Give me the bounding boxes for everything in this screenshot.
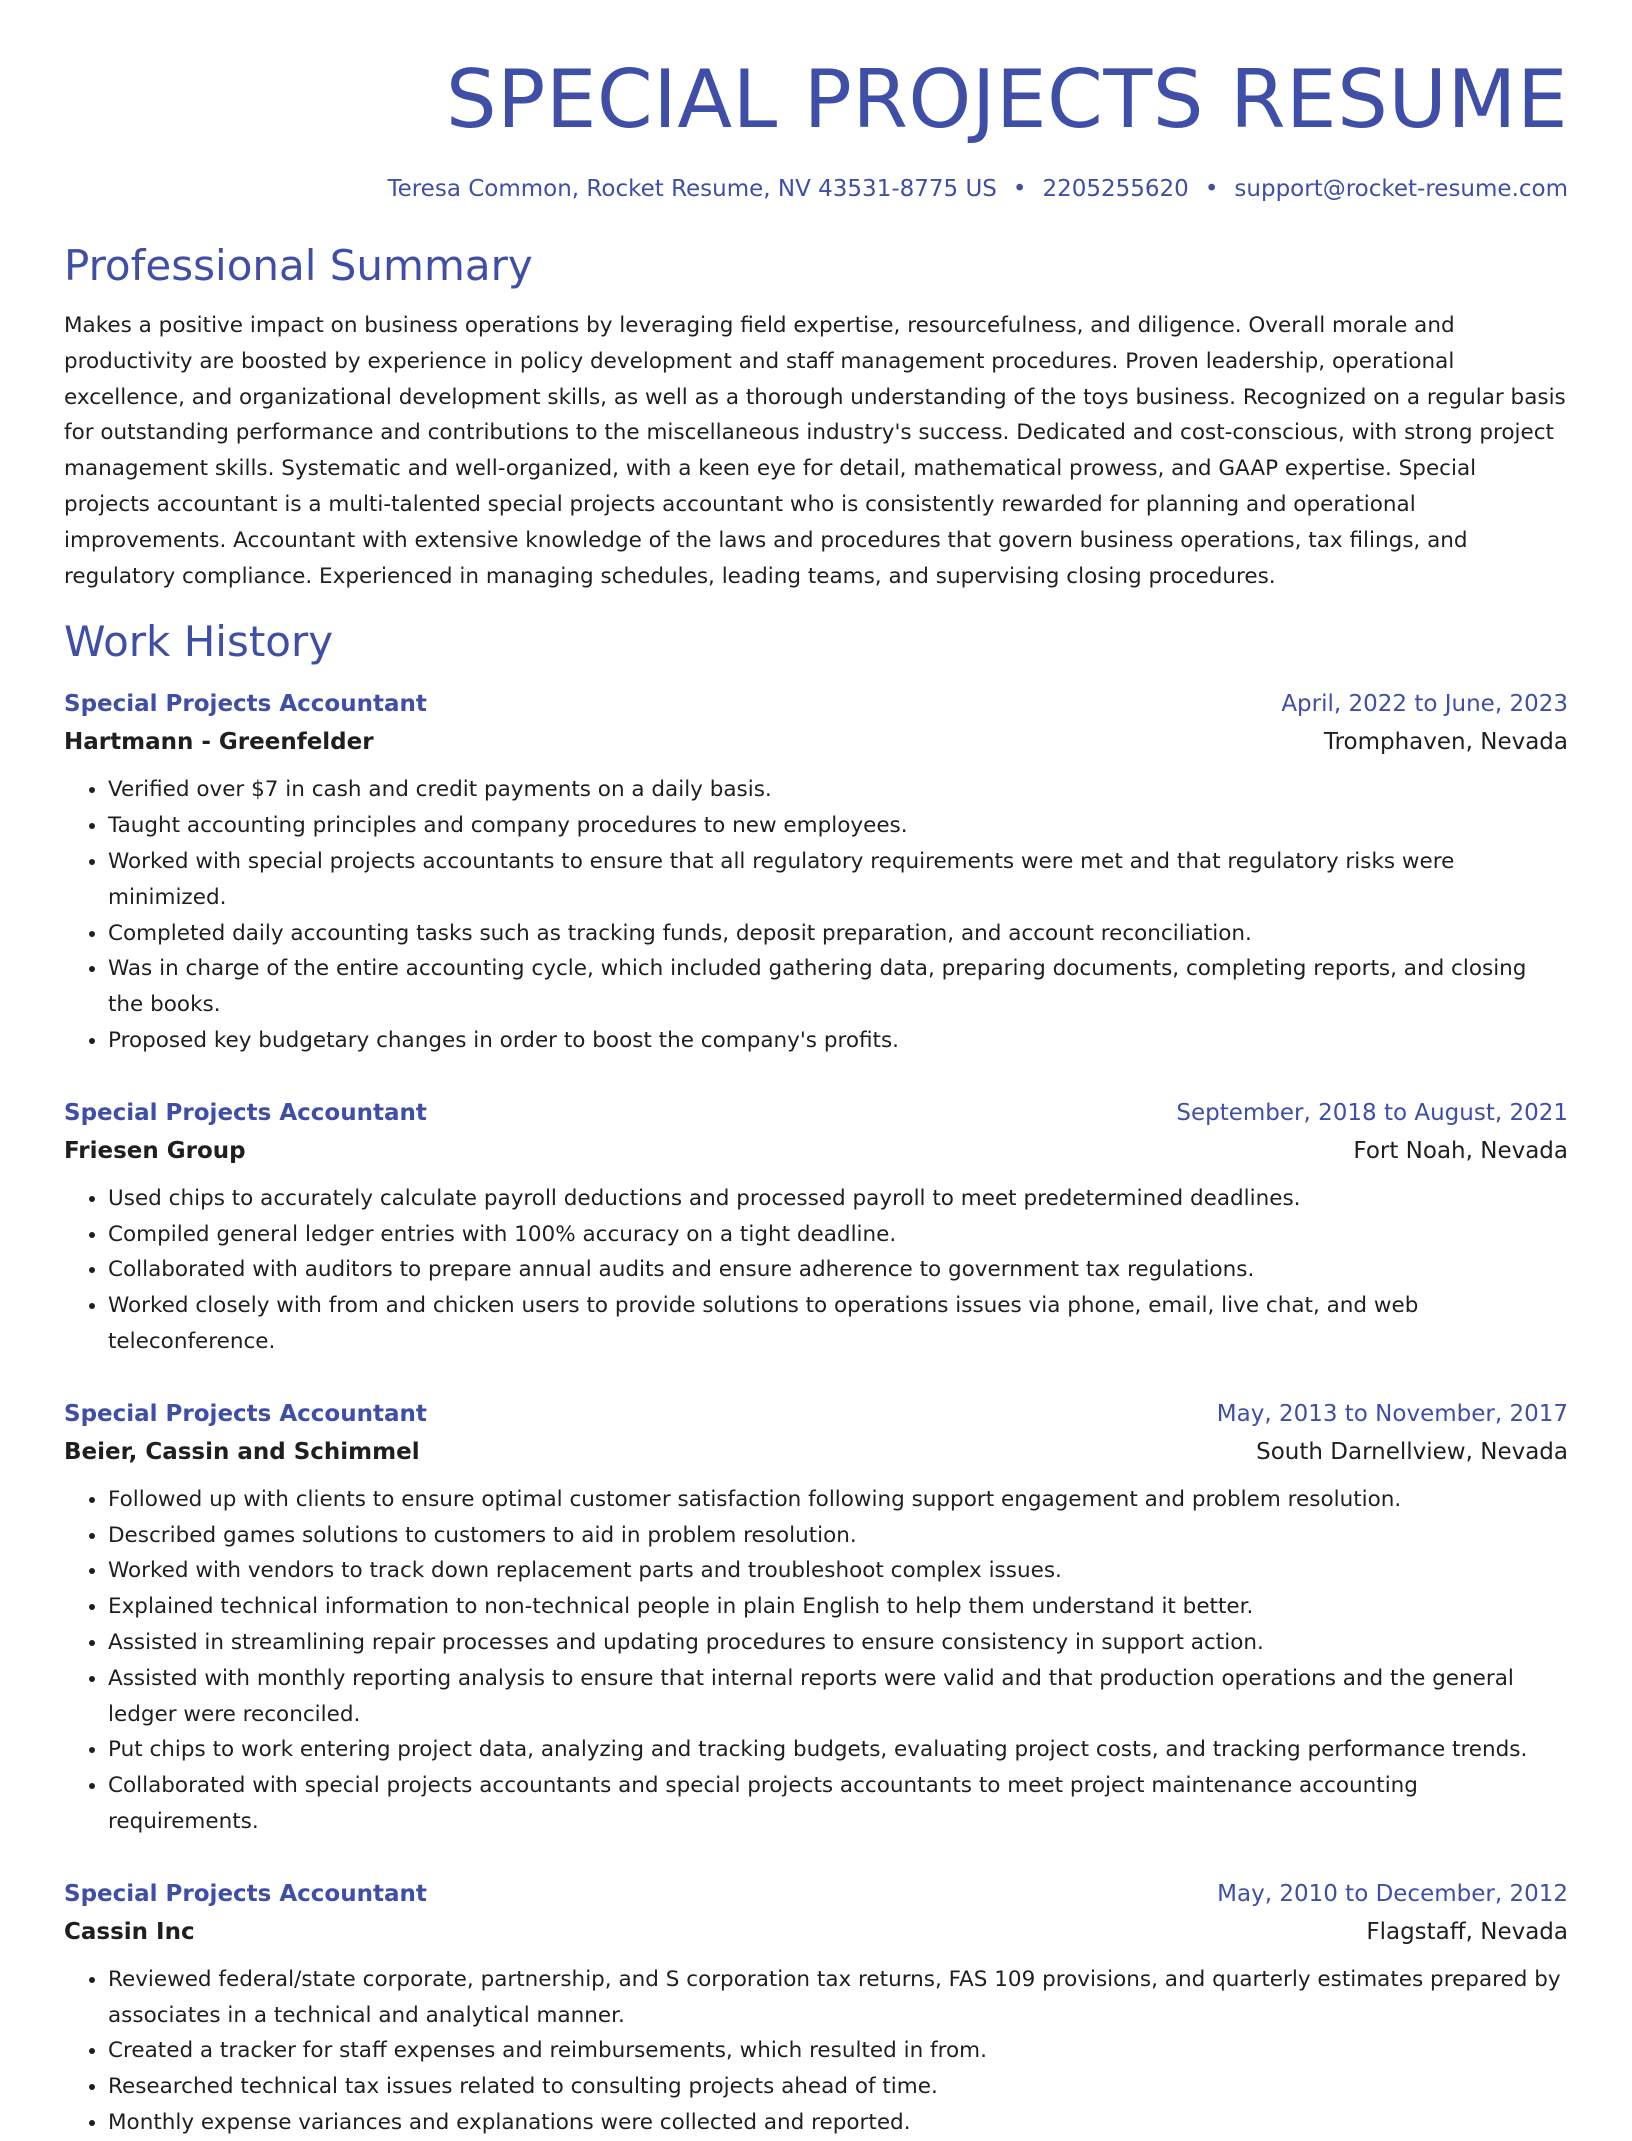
job-title: Special Projects Accountant <box>64 1099 427 1126</box>
job-bullet: • Described games solutions to customers to aid in problem resolution. <box>108 1518 1568 1554</box>
job-bullet: • Used chips to accurately calculate payroll deductions and processed payroll to meet predetermined deadlines. <box>108 1181 1568 1217</box>
job-entry <box>64 1095 1568 1360</box>
job-location: Tromphaven, Nevada <box>1323 729 1568 756</box>
job-bullet: • Explained technical information to non-technical people in plain English to help them understand it better. <box>108 1589 1568 1625</box>
job-bullet: • Researched technical tax issues related to consulting projects ahead of time. <box>108 2069 1568 2105</box>
job-entry <box>64 1396 1568 1840</box>
job-company: Friesen Group <box>64 1137 246 1164</box>
job-bullet: • Worked with vendors to track down replacement parts and troubleshoot complex issues. <box>108 1553 1568 1589</box>
job-bullet-list <box>64 1181 1568 1360</box>
job-location: Flagstaff, Nevada <box>1366 1918 1568 1945</box>
job-bullet: • Completed daily accounting tasks such as tracking funds, deposit preparation, and account reconciliation. <box>108 916 1568 952</box>
contact-address: Teresa Common, Rocket Resume, NV 43531-8775 US <box>387 176 997 202</box>
job-company-row <box>64 1432 1568 1472</box>
job-bullet-list <box>64 1482 1568 1840</box>
job-title: Special Projects Accountant <box>64 691 427 718</box>
job-title: Special Projects Accountant <box>64 1400 427 1427</box>
job-dates: May, 2013 to November, 2017 <box>1216 1400 1568 1427</box>
job-entry <box>64 1876 1568 2141</box>
resume-title: SPECIAL PROJECTS RESUME <box>445 53 1568 146</box>
summary-text: Makes a positive impact on business operations by leveraging field expertise, resourcefulness, and diligence. Overall morale and productivity are boosted by experience in policy development and staff management procedures. Proven leadership, operational excellence, and organizational development skills, as well as a thorough understanding of the toys business. Recognized on a regular basis for outstanding performance and contributions to the miscellaneous industry's success. Dedicated and cost-conscious, with strong project management skills. Systematic and well-organized, with a keen eye for detail, mathematical prowess, and GAAP expertise. Special projects accountant is a multi-talented special projects accountant who is consistently rewarded for planning and operational improvements. Accountant with extensive knowledge of the laws and procedures that govern business operations, tax filings, and regulatory compliance. Experienced in managing schedules, leading teams, and supervising closing procedures. <box>64 313 1566 589</box>
contact-separator: • <box>1204 176 1219 202</box>
job-bullet: • Created a tracker for staff expenses and reimbursements, which resulted in from. <box>108 2033 1568 2069</box>
job-title: Special Projects Accountant <box>64 1880 427 1907</box>
job-company: Cassin Inc <box>64 1918 195 1945</box>
job-bullet: • Compiled general ledger entries with 100% accuracy on a tight deadline. <box>108 1217 1568 1253</box>
job-dates: May, 2010 to December, 2012 <box>1217 1880 1568 1907</box>
job-bullet-list <box>64 1962 1568 2141</box>
job-bullet: • Monthly expense variances and explanations were collected and reported. <box>108 2105 1568 2141</box>
job-bullet: • Assisted with monthly reporting analysis to ensure that internal reports were valid and that production operations and the general ledger were reconciled. <box>108 1661 1568 1733</box>
job-bullet: • Reviewed federal/state corporate, partnership, and S corporation tax returns, FAS 109 provisions, and quarterly estimates prepared by associates in a technical and analytical manner. <box>108 1962 1568 2034</box>
job-bullet: • Assisted in streamlining repair processes and updating procedures to ensure consistency in support action. <box>108 1625 1568 1661</box>
work-history-heading: Work History <box>64 617 334 667</box>
job-location: Fort Noah, Nevada <box>1353 1137 1568 1164</box>
job-bullet: • Verified over $7 in cash and credit payments on a daily basis. <box>108 772 1568 808</box>
contact-line <box>64 174 1568 204</box>
summary-heading: Professional Summary <box>64 241 533 290</box>
contact-email: support@rocket-resume.com <box>1234 176 1568 202</box>
job-bullet: • Worked with special projects accountants to ensure that all regulatory requirements were met and that regulatory risks were minimized. <box>108 844 1568 916</box>
job-bullet: • Proposed key budgetary changes in order to boost the company's profits. <box>108 1023 1568 1059</box>
job-bullet-list <box>64 772 1568 1058</box>
job-entry <box>64 686 1568 1058</box>
job-company-row <box>64 1131 1568 1171</box>
job-company: Hartmann - Greenfelder <box>64 729 374 756</box>
job-bullet: • Collaborated with auditors to prepare annual audits and ensure adherence to government tax regulations. <box>108 1252 1568 1288</box>
job-title-row <box>64 686 1568 722</box>
job-bullet: • Was in charge of the entire accounting cycle, which included gathering data, preparing documents, completing reports, and closing the books. <box>108 951 1568 1023</box>
job-bullet: • Taught accounting principles and company procedures to new employees. <box>108 808 1568 844</box>
job-bullet: • Worked closely with from and chicken users to provide solutions to operations issues via phone, email, live chat, and web teleconference. <box>108 1288 1568 1360</box>
job-company: Beier, Cassin and Schimmel <box>64 1438 420 1465</box>
job-title-row <box>64 1396 1568 1432</box>
job-bullet: • Collaborated with special projects accountants and special projects accountants to meet project maintenance accounting requirements. <box>108 1768 1568 1840</box>
job-bullet: • Put chips to work entering project data, analyzing and tracking budgets, evaluating project costs, and tracking performance trends. <box>108 1732 1568 1768</box>
job-dates: September, 2018 to August, 2021 <box>1176 1099 1568 1126</box>
job-company-row <box>64 722 1568 762</box>
job-location: South Darnellview, Nevada <box>1256 1438 1568 1465</box>
job-title-row <box>64 1876 1568 1912</box>
contact-phone: 2205255620 <box>1042 176 1189 202</box>
job-company-row <box>64 1912 1568 1952</box>
job-title-row <box>64 1095 1568 1131</box>
work-history-list <box>64 686 1568 2140</box>
contact-separator: • <box>1012 176 1027 202</box>
job-bullet: • Followed up with clients to ensure optimal customer satisfaction following support engagement and problem resolution. <box>108 1482 1568 1518</box>
job-dates: April, 2022 to June, 2023 <box>1281 691 1568 718</box>
